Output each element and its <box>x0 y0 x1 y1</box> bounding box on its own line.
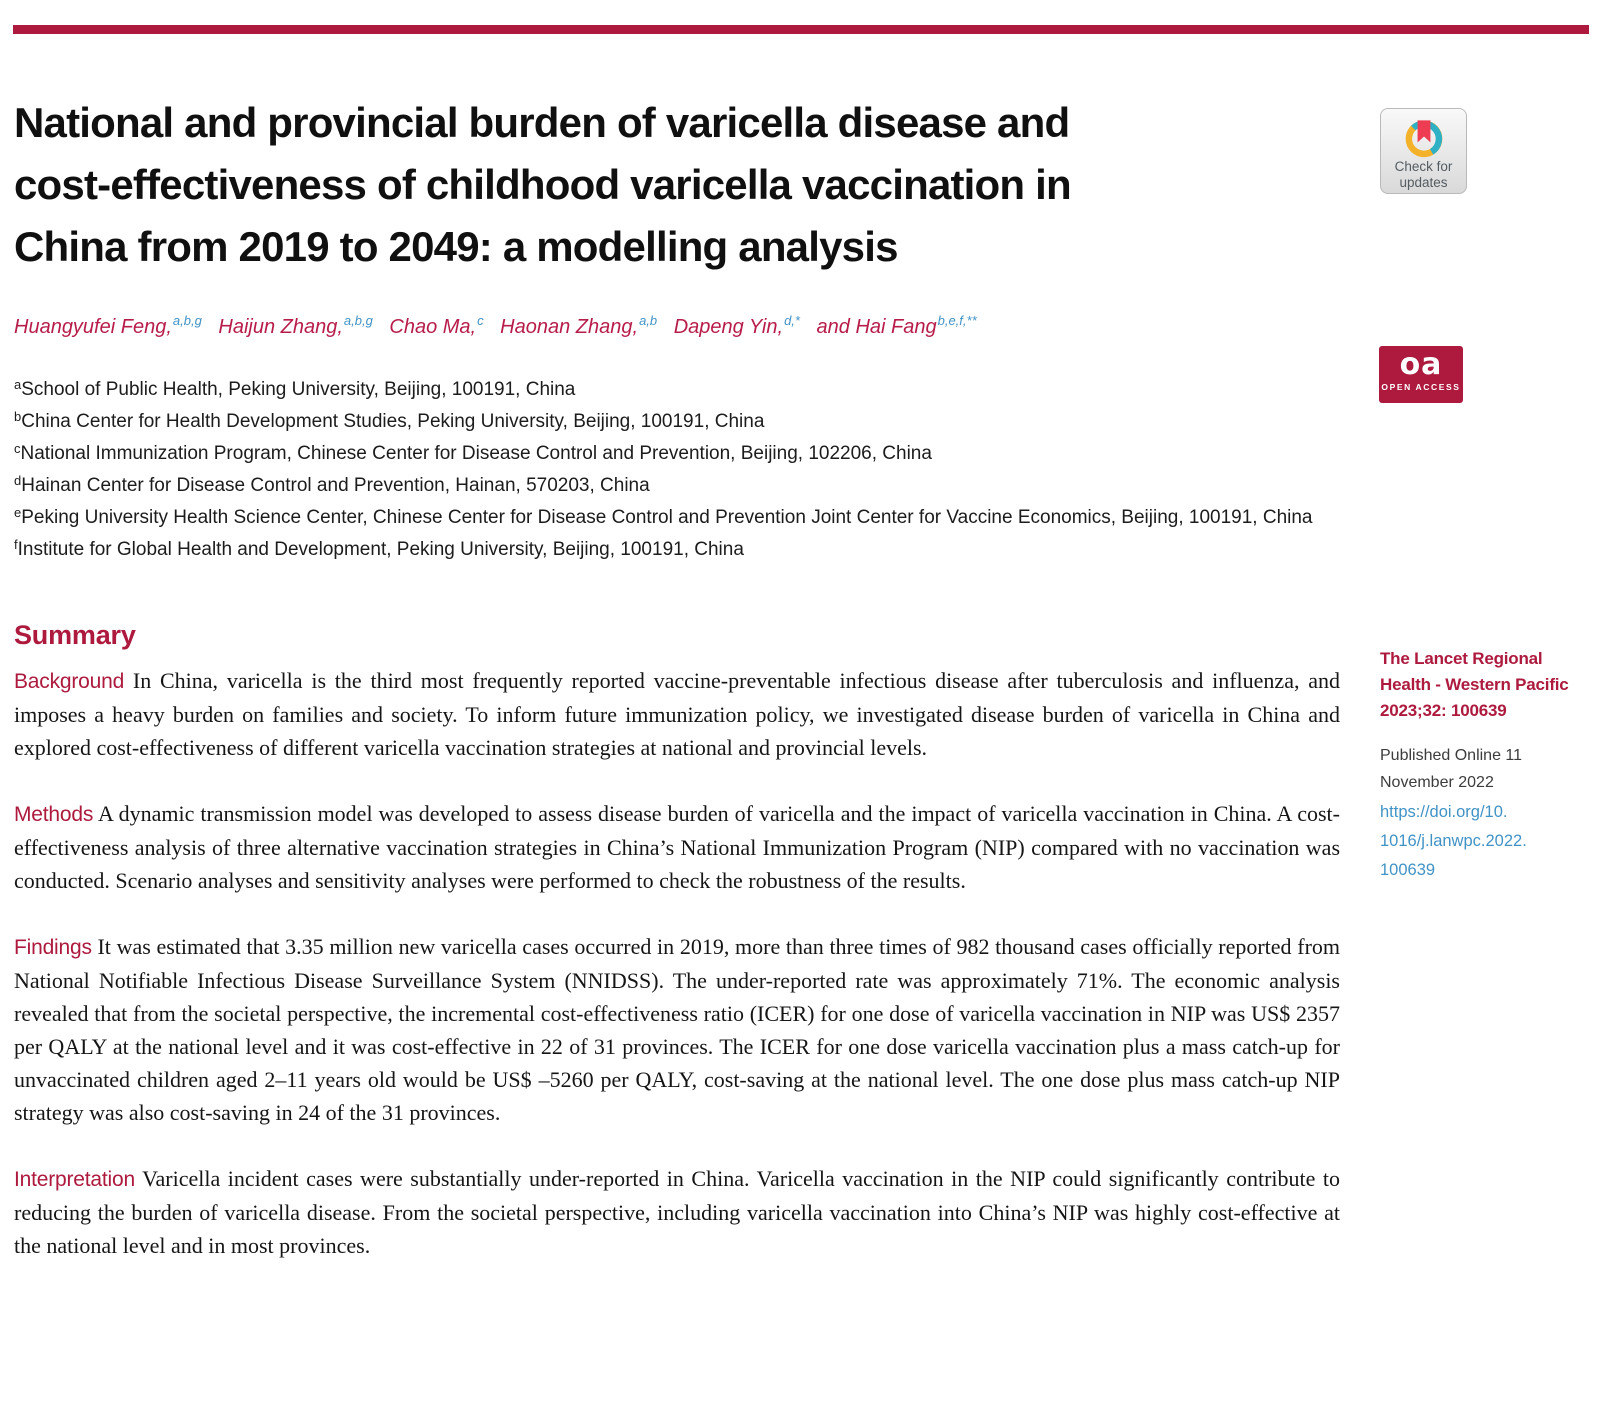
doi-line[interactable]: 1016/j.lanwpc.2022. <box>1380 832 1527 850</box>
author-superscript: a,b,g <box>172 313 202 328</box>
paragraph-text: It was estimated that 3.35 million new varicella cases occurred in 2019, more than three times of 982 thousand cases officially reported from National Notifiable Infectious Disease Surveillance System (NNIDSS). The under-reported rate was approximately 71%. The economic analysis revealed that from the societal perspective, the incremental cost-effectiveness ratio (ICER) for one dose of varicella vaccination in NIP was US$ 2357 per QALY at the national level and it was cost-effective in 22 of 31 provinces. The ICER for one dose varicella vaccination plus a mass catch-up for unvaccinated children aged 2–11 years old would be US$ –5260 per QALY, cost-saving at the national level. The one dose plus mass catch-up NIP strategy was also cost-saving in 24 of the 31 provinces. <box>14 934 1341 1125</box>
check-for-updates-icon <box>1402 114 1446 158</box>
summary-paragraph <box>14 930 1340 1129</box>
affiliation <box>14 470 1334 502</box>
authors-line <box>14 313 988 339</box>
open-access-logo <box>1379 346 1463 403</box>
paragraph-label: Methods <box>14 803 94 826</box>
author-name: Dapeng Yin, <box>673 316 784 338</box>
title-line: China from 2019 to 2049: a modelling analysis <box>14 223 898 270</box>
affiliation-superscript: d <box>14 473 22 488</box>
affiliation-superscript: e <box>14 505 22 520</box>
author <box>816 313 977 338</box>
paragraph-label: Findings <box>14 936 92 959</box>
author-superscript: b,e,f,** <box>937 313 977 328</box>
author-name: Haonan Zhang, <box>500 316 639 338</box>
summary-heading: Summary <box>14 620 136 650</box>
affiliation-text: Institute for Global Health and Development, Peking University, Beijing, 100191, China <box>17 539 744 560</box>
published-online-line: Published Online 11 <box>1380 747 1523 764</box>
journal-citation <box>1380 646 1569 724</box>
summary-paragraph <box>14 797 1340 897</box>
affiliation-superscript: b <box>14 409 22 424</box>
doi-link[interactable] <box>1380 798 1527 885</box>
open-access-label: OPEN ACCESS <box>1381 382 1461 392</box>
published-online-line: November 2022 <box>1380 774 1494 791</box>
title-line: National and provincial burden of varicella disease and <box>14 99 1070 146</box>
paragraph-label: Background <box>14 670 125 693</box>
author <box>14 313 202 338</box>
author <box>673 313 800 338</box>
journal-citation-line: The Lancet Regional <box>1380 649 1543 668</box>
paragraph-text: Varicella incident cases were substantially under-reported in China. Varicella vaccination in the NIP could significantly contribute to reducing the burden of varicella disease. From the societal perspective, including varicella vaccination into China’s NIP was highly cost-effective at the national level and in most provinces. <box>14 1166 1341 1258</box>
summary-body <box>14 664 1340 1295</box>
affiliation-text: China Center for Health Development Studies, Peking University, Beijing, 100191, China <box>21 411 765 432</box>
check-for-updates-line: Check for <box>1394 159 1453 174</box>
author <box>389 313 484 338</box>
author-superscript: a,b <box>639 313 658 328</box>
author-superscript: a,b,g <box>343 313 373 328</box>
summary-paragraph <box>14 664 1340 764</box>
affiliation-superscript: c <box>14 441 21 456</box>
author <box>218 313 373 338</box>
affiliations <box>14 374 1334 566</box>
check-for-updates-label <box>1381 159 1466 191</box>
paragraph-text: A dynamic transmission model was developed to assess disease burden of varicella and the impact of varicella vaccination in China. A cost-effectiveness analysis of three alternative vaccination strategies in China’s National Immunization Program (NIP) compared with no vaccination was conducted. Scenario analyses and sensitivity analyses were performed to check the robustness of the results. <box>14 801 1340 893</box>
author-superscript: d,* <box>784 313 800 328</box>
published-online <box>1380 742 1522 796</box>
doi-line[interactable]: https://doi.org/10. <box>1380 803 1508 821</box>
affiliation <box>14 534 1334 566</box>
open-access-abbr: oa <box>1399 347 1443 382</box>
journal-citation-line: Health - Western Pacific <box>1380 675 1569 694</box>
title-line: cost-effectiveness of childhood varicella vaccination in <box>14 161 1071 208</box>
affiliation <box>14 406 1334 438</box>
paragraph-label: Interpretation <box>14 1168 135 1191</box>
author-name: Chao Ma, <box>389 316 477 338</box>
check-for-updates-line: updates <box>1399 175 1448 190</box>
author-name: Haijun Zhang, <box>218 316 343 338</box>
affiliation <box>14 438 1334 470</box>
doi-line[interactable]: 100639 <box>1380 861 1436 879</box>
author-superscript: c <box>477 313 484 328</box>
author <box>500 313 658 338</box>
author-name: Huangyufei Feng, <box>14 316 172 338</box>
affiliation-text: Peking University Health Science Center, Chinese Center for Disease Control and Prevention Joint Center for Vaccine Economics, Beijing, 100191, China <box>21 507 1313 528</box>
affiliation-text: National Immunization Program, Chinese Center for Disease Control and Prevention, Beijing, 102206, China <box>20 443 932 464</box>
affiliation-superscript: f <box>14 537 18 552</box>
affiliation-text: Hainan Center for Disease Control and Prevention, Hainan, 570203, China <box>21 475 650 496</box>
article-title <box>14 92 1071 278</box>
affiliation-text: School of Public Health, Peking University, Beijing, 100191, China <box>21 379 576 400</box>
paragraph-text: In China, varicella is the third most frequently reported vaccine-preventable infectious disease after tuberculosis and influenza, and imposes a heavy burden on families and society. To inform future immunization policy, we investigated disease burden of varicella in China and explored cost-effectiveness of different varicella vaccination strategies at national and provincial levels. <box>14 668 1341 760</box>
affiliation <box>14 502 1334 534</box>
affiliation <box>14 374 1334 406</box>
top-rule <box>13 25 1589 34</box>
summary-paragraph <box>14 1162 1340 1262</box>
author-name: and Hai Fang <box>816 316 937 338</box>
journal-citation-line: 2023;32: 100639 <box>1380 701 1507 720</box>
affiliation-superscript: a <box>14 377 22 392</box>
check-for-updates-badge[interactable] <box>1380 108 1467 194</box>
